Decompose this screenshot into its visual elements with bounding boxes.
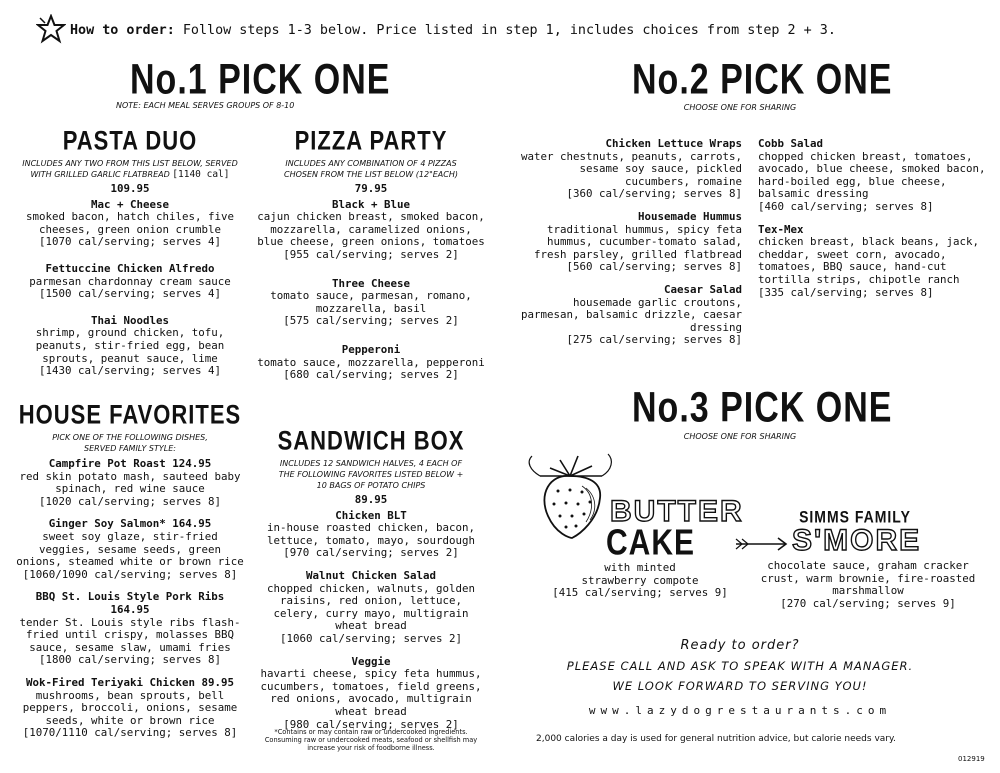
pizza-party-desc: INCLUDES ANY COMBINATION OF 4 PIZZAS CHOSEN FROM THE LIST BELOW (12"EACH) [283,159,459,179]
menu-item-desc: havarti cheese, spicy feta hummus, cucumbers, tomatoes, field greens, red onions, avocado, multigrain wheat bread [260,667,482,718]
butter-cake-line2: CAKE [606,523,696,563]
menu-item-name: Cobb Salad [758,137,824,150]
menu-item-name: BBQ St. Louis Style Pork Ribs 164.95 [35,590,225,616]
butter-cake-desc: with minted strawberry compote [581,561,699,587]
menu-item [14,518,246,581]
document-code: 012919 [958,755,985,763]
menu-item [510,211,742,274]
smore-details [752,560,984,610]
menu-item-name: Caesar Salad [663,282,742,296]
menu-item-cal: [1500 cal/serving; serves 4] [38,287,221,301]
menu-item [256,344,486,382]
house-favorites-section [14,399,246,750]
menu-item-desc: tomato sauce, mozzarella, pepperoni [257,355,485,369]
menu-item-cal: [560 cal/serving; serves 8] [566,260,742,274]
menu-item-name: Black + Blue [331,197,410,211]
step1-note: NOTE: EACH MEAL SERVES GROUPS OF 8-10 [116,101,295,110]
ready-block [540,636,940,696]
strawberry-illustration [520,446,620,546]
house-favorites-title: HOUSE FAVORITES [18,399,242,430]
menu-item-cal: [970 cal/serving; serves 2] [283,546,459,560]
butter-cake-line1: BUTTER [610,495,744,528]
menu-item [510,284,742,347]
menu-item [758,138,990,214]
menu-item-desc: tender St. Louis style ribs flash-fried until crispy, molasses BBQ sauce, sesame slaw, umami fries [19,615,241,654]
menu-item-price: 89.95 [201,675,235,689]
menu-item-cal: [1060/1090 cal/serving; serves 8] [22,567,238,581]
menu-item-cal: [335 cal/serving; serves 8] [758,285,934,299]
menu-item [256,278,486,328]
menu-item-desc: red skin potato mash, sauteed baby spinach, red wine sauce [19,469,241,496]
pasta-duo-price: 109.95 [110,182,150,195]
menu-item-cal: [275 cal/serving; serves 8] [566,333,742,347]
ready-line2: PLEASE CALL AND ASK TO SPEAK WITH A MANAGER. [566,659,914,673]
ready-line3: WE LOOK FORWARD TO SERVING YOU! [612,679,868,693]
menu-item [14,591,246,667]
sandwich-box-desc: INCLUDES 12 SANDWICH HALVES, 4 EACH OF THE FOLLOWING FAVORITES LISTED BELOW + 10 BAGS OF POTATO CHIPS [278,459,464,490]
menu-item-desc: chopped chicken breast, tomatoes, avocado, blue cheese, smoked bacon, hard-boiled egg, blue cheese, balsamic dressing [758,149,986,201]
arrow-right-icon [734,536,790,552]
smore-cal: [270 cal/serving; serves 9] [780,596,956,610]
sandwich-box-section [256,425,486,741]
menu-item-desc: cajun chicken breast, smoked bacon, mozzarella, caramelized onions, blue cheese, green onions, tomatoes [257,210,485,249]
sandwich-box-title: SANDWICH BOX [277,425,465,456]
menu-item [256,656,486,732]
step2-title: No.2 PICK ONE [632,56,893,104]
step2-note: CHOOSE ONE FOR SHARING [683,103,797,112]
menu-item-name: Ginger Soy Salmon* 164.95 [48,517,212,531]
disclaimer: *Contains or may contain raw or undercooked ingredients. Consuming raw or undercooked meats, seafood or shellfish may increase your risk of foodborne illness. [264,728,478,752]
menu-item [256,570,486,646]
menu-item-name: Chicken Lettuce Wraps [605,137,742,150]
menu-item-cal: [1430 cal/serving; serves 4] [38,364,221,378]
menu-item-cal: [1070 cal/serving; serves 4] [38,235,221,249]
step3-note: CHOOSE ONE FOR SHARING [683,432,797,441]
website-link[interactable]: www.lazydogrestaurants.com [588,704,892,717]
butter-cake-cal: [415 cal/serving; serves 9] [552,586,728,600]
how-label: How to order: [70,23,175,38]
sandwich-box-price: 89.95 [354,493,388,506]
how-text: Follow steps 1-3 below. Price listed in step 1, includes choices from step 2 + 3. [182,23,836,38]
menu-item-desc: shrimp, ground chicken, tofu, peanuts, stir-fried egg, bean sprouts, peanut sauce, lime [35,326,225,365]
pasta-duo-desc: INCLUDES ANY TWO FROM THIS LIST BELOW, SERVED WITH GRILLED GARLIC FLATBREAD [1140 cal] [22,159,238,180]
menu-item-name: Fettuccine Chicken Alfredo [45,261,215,275]
menu-item [256,199,486,262]
menu-item-name: Housemade Hummus [637,209,742,223]
menu-item-name: Walnut Chicken Salad [305,568,436,582]
menu-item-desc: in-house roasted chicken, bacon, lettuce, tomato, mayo, sourdough [266,521,475,547]
menu-item-cal: [680 cal/serving; serves 2] [283,368,459,382]
menu-item-name: Campfire Pot Roast 124.95 [48,457,212,470]
menu-item [14,458,246,508]
menu-item-name: Three Cheese [331,276,410,290]
menu-item [758,224,990,300]
menu-item-cal: [955 cal/serving; serves 2] [283,247,459,261]
star-icon [36,14,66,44]
menu-item [510,138,742,201]
menu-item [256,510,486,560]
menu-item-price: 124.95 [172,457,212,470]
menu-item-desc: smoked bacon, hatch chiles, five cheeses, green onion crumble [25,210,234,236]
step2-right-column [758,138,990,309]
pasta-duo-title: PASTA DUO [62,125,198,156]
menu-item-cal: [980 cal/serving; serves 2] [283,717,459,731]
menu-item-desc: housemade garlic croutons, parmesan, balsamic drizzle, caesar dressing [520,295,742,334]
menu-item-desc: mushrooms, bean sprouts, bell peppers, broccoli, onions, sesame seeds, white or brown rice [22,688,238,727]
menu-item-price: 164.95 [110,602,150,616]
smore-desc: chocolate sauce, graham cracker crust, warm brownie, fire-roasted marshmallow [760,559,976,598]
menu-item [14,677,246,740]
smore-line2: S'MORE [792,524,922,557]
step2-left-column [510,138,742,357]
butter-cake-details [540,562,740,600]
menu-item-name: Wok-Fired Teriyaki Chicken 89.95 [25,675,235,689]
menu-item-desc: parmesan chardonnay cream sauce [29,274,231,288]
menu-item-name: Tex-Mex [758,222,804,236]
menu-item-cal: [1020 cal/serving; serves 8] [38,494,221,508]
menu-item-name: Veggie [351,654,391,668]
menu-item-name: Chicken BLT [335,508,407,522]
menu-item-cal: [1060 cal/serving; serves 2] [279,631,462,645]
house-favorites-desc: PICK ONE OF THE FOLLOWING DISHES, SERVED FAMILY STYLE: [52,433,208,453]
pizza-party-section [256,125,486,398]
menu-item-cal: [575 cal/serving; serves 2] [283,314,459,328]
menu-item [14,263,246,301]
pizza-party-title: PIZZA PARTY [294,125,448,156]
pasta-duo-section [14,125,246,392]
menu-item-name: Mac + Cheese [90,197,169,211]
menu-item-price: 164.95 [172,517,212,531]
menu-item [14,315,246,378]
menu-item-desc: water chestnuts, peanuts, carrots, sesame soy sauce, pickled cucumbers, romaine [520,149,742,188]
menu-item-cal: [1800 cal/serving; serves 8] [38,653,221,667]
step1-title: No.1 PICK ONE [130,56,391,104]
smore-line1: SIMMS FAMILY [799,506,911,526]
how-to-order [70,23,836,38]
menu-item-cal: [1070/1110 cal/serving; serves 8] [22,726,238,740]
ready-line1: Ready to order? [680,638,800,653]
step3-title: No.3 PICK ONE [632,384,893,432]
menu-item-desc: chicken breast, black beans, jack, cheddar, sweet corn, avocado, tomatoes, BBQ sauce, hand-cut tortilla strips, chipotle ranch [758,235,980,286]
menu-item-desc: tomato sauce, parmesan, romano, mozzarella, basil [270,289,472,315]
pizza-party-price: 79.95 [354,182,388,195]
menu-item-desc: traditional hummus, spicy feta hummus, cucumber-tomato salad, fresh parsley, grilled flatbread [533,222,742,261]
menu-item-name: Thai Noodles [90,313,169,327]
menu-item [14,199,246,249]
menu-item-cal: [360 cal/serving; serves 8] [566,187,742,201]
menu-item-desc: sweet soy glaze, stir-fried veggies, sesame seeds, green onions, steamed white or brown rice [16,529,244,569]
nutrition-note: 2,000 calories a day is used for general nutrition advice, but calorie needs vary. [536,734,896,744]
menu-item-name: Pepperoni [341,342,401,356]
menu-item-cal: [460 cal/serving; serves 8] [758,199,934,213]
menu-item-desc: chopped chicken, walnuts, golden raisins, red onion, lettuce, celery, curry mayo, multigrain wheat bread [266,581,475,633]
